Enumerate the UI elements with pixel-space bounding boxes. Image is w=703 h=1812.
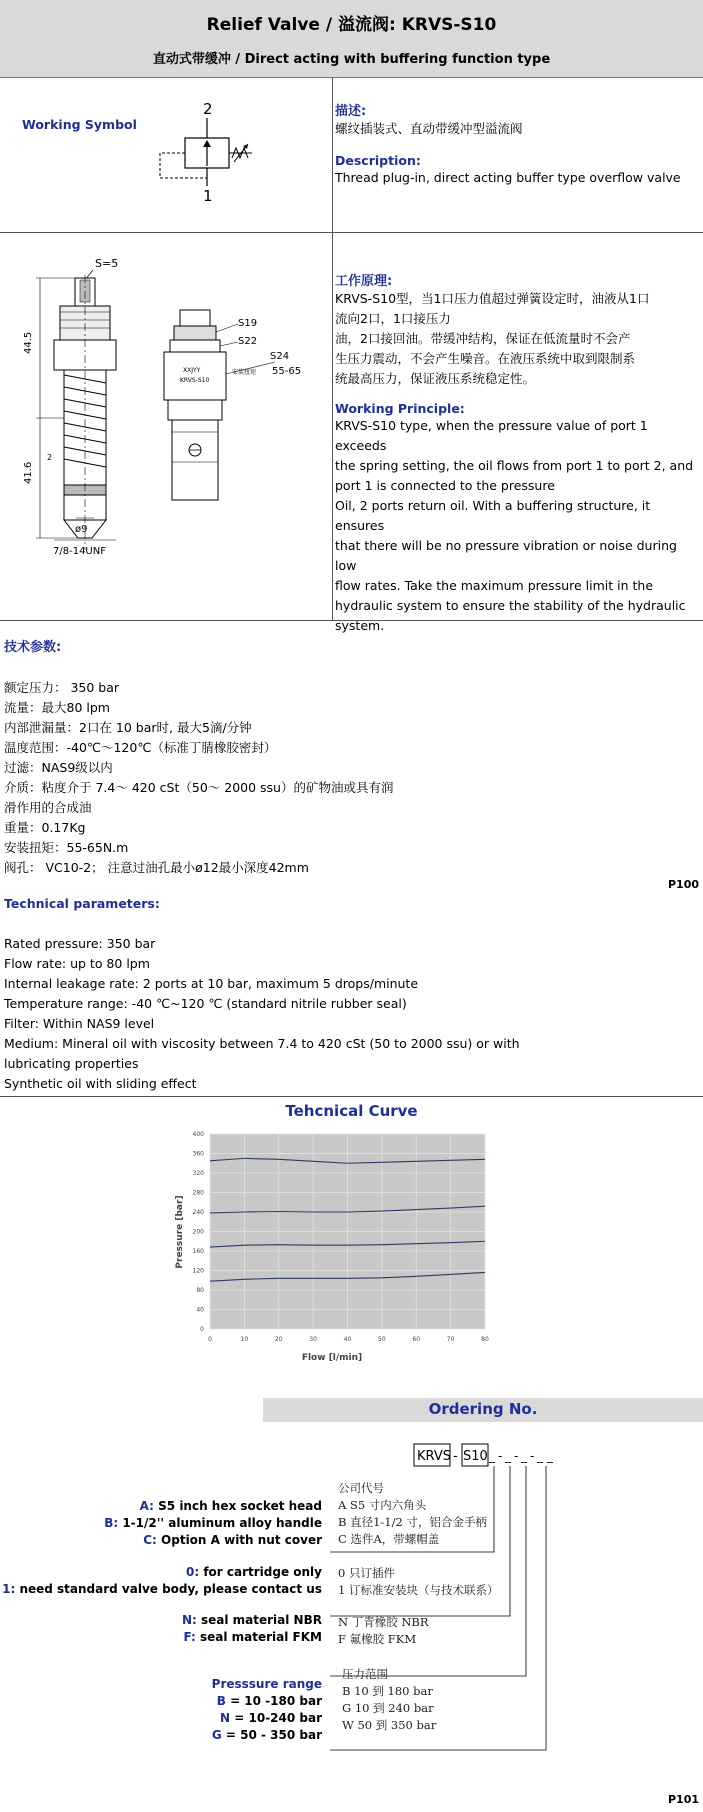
x-axis-label: Flow [l/min] <box>301 1353 363 1363</box>
svg-text:_ _: _ _ <box>537 1449 553 1463</box>
principle-en-line: Oil, 2 ports return oil. With a buffering structure, it ensures <box>335 498 651 533</box>
s22-label: S22 <box>238 336 258 347</box>
tech-cn-line: 额定压力： 350 bar <box>4 680 120 695</box>
symbol-port-top: 2 <box>203 100 213 118</box>
tech-en-line: Synthetic oil with sliding effect <box>4 1076 197 1091</box>
option-group-head-cn: 公司代号 A S5 寸内六角头 B 直径1-1/2 寸，铝合金手柄 C 选件A，带螺帽盖 <box>338 1481 487 1546</box>
ordering-title: Ordering No. <box>428 1400 538 1418</box>
x-tick-label: 10 <box>240 1336 249 1343</box>
x-tick-label: 20 <box>274 1336 283 1343</box>
option-line: Presssure range <box>211 1677 322 1691</box>
y-tick-label: 200 <box>192 1228 204 1236</box>
y-tick-label: 280 <box>192 1189 204 1197</box>
hex-size-label: S=5 <box>95 257 119 270</box>
tech-cn-line: 阀孔： VC10-2； 注意过油孔最小ø12最小深度42mm <box>4 860 309 875</box>
x-tick-label: 80 <box>481 1336 489 1343</box>
principle-en-line: the spring setting, the oil flows from port 1 to port 2, and <box>335 458 694 473</box>
principle-block <box>335 270 701 636</box>
cartridge-drawing <box>0 250 330 570</box>
principle-en-line: flow rates. Take the maximum pressure limit in the <box>335 578 654 593</box>
principle-cn-line: 流向2口，1口接压力 <box>335 311 451 326</box>
principle-en-line: hydraulic system to ensure the stability of the hydraulic <box>335 598 686 613</box>
tech-en-line: Medium: Mineral oil with viscosity between 7.4 to 420 cSt (50 to 2000 ssu) or with <box>4 1036 520 1051</box>
section-divider <box>0 232 703 233</box>
tech-en-list <box>4 934 694 1094</box>
x-tick-label: 40 <box>343 1336 352 1343</box>
principle-cn-line: 油，2口接回油。带缓冲结构，保证在低流量时不会产 <box>335 331 631 346</box>
tech-cn-line: 温度范围：-40℃～120℃（标准丁腈橡胶密封） <box>4 740 277 755</box>
thread-label: 7/8-14UNF <box>53 546 106 557</box>
body-mark-2: KRVS-S10 <box>180 377 210 384</box>
technical-curve-chart <box>170 1124 500 1364</box>
x-tick-label: 60 <box>412 1336 421 1343</box>
y-tick-label: 360 <box>192 1150 204 1158</box>
option-line: N: seal material NBR <box>181 1613 322 1627</box>
svg-text:_: _ <box>521 1449 527 1463</box>
y-tick-label: 240 <box>192 1209 204 1216</box>
page-number-p101: P101 <box>668 1793 700 1806</box>
description-cn-heading: 描述: <box>335 104 367 119</box>
y-tick-label: 160 <box>192 1248 204 1255</box>
torque-cn-label: 安装扭矩 <box>232 369 257 376</box>
tech-cn-line: 流量：最大80 lpm <box>4 700 110 715</box>
svg-text:_: _ <box>505 1449 511 1463</box>
y-tick-label: 400 <box>192 1131 204 1138</box>
page-number-p100: P100 <box>668 878 700 891</box>
y-tick-label: 120 <box>192 1267 204 1275</box>
svg-text:-: - <box>453 1449 458 1464</box>
svg-text:-: - <box>498 1449 503 1463</box>
y-tick-label: 80 <box>196 1287 204 1294</box>
x-tick-label: 30 <box>309 1336 317 1343</box>
dim-lower-label: 41.6 <box>23 461 34 484</box>
y-axis-label: Pressure [bar] <box>175 1195 185 1269</box>
diameter-label: ø9 <box>75 524 88 535</box>
option-line: 0: for cartridge only <box>185 1565 322 1579</box>
svg-text:_: _ <box>489 1449 495 1463</box>
principle-en-line: port 1 is connected to the pressure <box>335 478 555 493</box>
body-mark-1: XXJYY <box>183 367 201 374</box>
description-en-text: Thread plug-in, direct acting buffer type overflow valve <box>335 170 681 185</box>
tech-en-line: Rated pressure: 350 bar <box>4 936 156 951</box>
option-line: C: Option A with nut cover <box>143 1533 322 1547</box>
tech-cn-line: 滑作用的合成油 <box>4 800 92 815</box>
tech-en-line: Filter: Within NAS9 level <box>4 1016 155 1031</box>
tech-cn-heading: 技术参数: <box>4 640 62 655</box>
dim-upper-label: 44.5 <box>23 331 34 354</box>
tech-en-line: Internal leakage rate: 2 ports at 10 bar, maximum 5 drops/minute <box>4 976 419 991</box>
tech-en-heading: Technical parameters: <box>4 896 160 911</box>
section-divider <box>0 1096 703 1097</box>
option-group-seal <box>0 1612 322 1646</box>
y-tick-label: 320 <box>192 1170 204 1177</box>
tech-cn-line: 重量：0.17Kg <box>4 820 86 835</box>
s24-label: S24 <box>270 351 290 362</box>
column-divider <box>332 77 333 620</box>
working-symbol-diagram <box>150 100 280 205</box>
tech-cn-line: 介质：粘度介于 7.4～ 420 cSt（50～ 2000 ssu）的矿物油或具有润 <box>4 780 394 795</box>
option-line: G = 50 - 350 bar <box>211 1728 322 1742</box>
svg-text:-: - <box>530 1449 535 1463</box>
svg-text:-: - <box>514 1449 519 1463</box>
y-tick-label: 40 <box>196 1306 204 1314</box>
principle-cn-line: 统最高压力，保证液压系统稳定性。 <box>335 371 536 386</box>
tech-en-line: Temperature range: -40 ℃~120 ℃ (standard nitrile rubber seal) <box>4 996 407 1011</box>
description-en-heading: Description: <box>335 153 421 168</box>
code-prefix: KRVS <box>417 1449 451 1464</box>
page-subtitle: 直动式带缓冲 / Direct acting with buffering function type <box>152 52 551 67</box>
page-title: Relief Valve / 溢流阀: KRVS-S10 <box>206 15 497 35</box>
tech-en-line: Flow rate: up to 80 lpm <box>4 956 150 971</box>
option-group-pressure-cn: 压力范围 B 10 到 180 bar G 10 到 240 bar W 50 到 350 bar <box>342 1667 437 1732</box>
drawing-port-label: 2 <box>47 453 53 462</box>
principle-en-line: KRVS-S10 type, when the pressure value of port 1 exceeds <box>335 418 648 453</box>
principle-cn-heading: 工作原理: <box>335 274 393 289</box>
y-tick-label: 0 <box>200 1326 204 1333</box>
option-group-assembly <box>0 1564 322 1598</box>
description-cn-text: 螺纹插装式、直动带缓冲型溢流阀 <box>335 121 523 136</box>
principle-cn-line: KRVS-S10型，当1口压力值超过弹簧设定时，油液从1口 <box>335 291 650 306</box>
tech-en-line: lubricating properties <box>4 1056 139 1071</box>
principle-en-line: that there will be no pressure vibration or noise during low <box>335 538 677 573</box>
option-line: F: seal material FKM <box>183 1630 322 1644</box>
principle-cn-line: 生压力震动，不会产生噪音。在液压系统中取到限制系 <box>335 351 636 366</box>
tech-cn-list <box>4 678 694 878</box>
code-model: S10 <box>463 1449 488 1464</box>
option-group-seal-cn: N 丁青橡胶 NBR F 氟橡胶 FKM <box>338 1615 429 1646</box>
option-group-pressure <box>0 1676 322 1744</box>
symbol-port-bottom: 1 <box>203 187 213 205</box>
option-line: A: S5 inch hex socket head <box>139 1499 322 1513</box>
section-divider <box>0 620 703 621</box>
chart-title: Tehcnical Curve <box>285 1102 418 1120</box>
x-tick-label: 0 <box>208 1336 212 1343</box>
x-tick-label: 50 <box>378 1336 386 1343</box>
tech-cn-line: 过滤：NAS9级以内 <box>4 760 113 775</box>
tech-cn-line: 安装扭矩：55-65N.m <box>4 840 129 855</box>
torque-value: 55-65 <box>272 366 302 377</box>
working-symbol-label: Working Symbol <box>22 117 137 132</box>
option-group-assembly-cn: 0 只订插件 1 订标准安装块（与技术联系） <box>338 1566 499 1597</box>
s19-label: S19 <box>238 318 258 329</box>
tech-cn-line: 内部泄漏量：2口在 10 bar时, 最大5滴/分钟 <box>4 720 252 735</box>
x-tick-label: 70 <box>446 1336 455 1343</box>
option-line: B = 10 -180 bar <box>216 1694 322 1708</box>
option-line: B: 1-1/2'' aluminum alloy handle <box>104 1516 322 1530</box>
option-line: 1: need standard valve body, please contact us <box>2 1582 322 1596</box>
principle-en-heading: Working Principle: <box>335 401 465 416</box>
option-group-head <box>0 1498 322 1549</box>
option-line: N = 10-240 bar <box>220 1711 322 1725</box>
principle-en-line: system. <box>335 618 385 633</box>
